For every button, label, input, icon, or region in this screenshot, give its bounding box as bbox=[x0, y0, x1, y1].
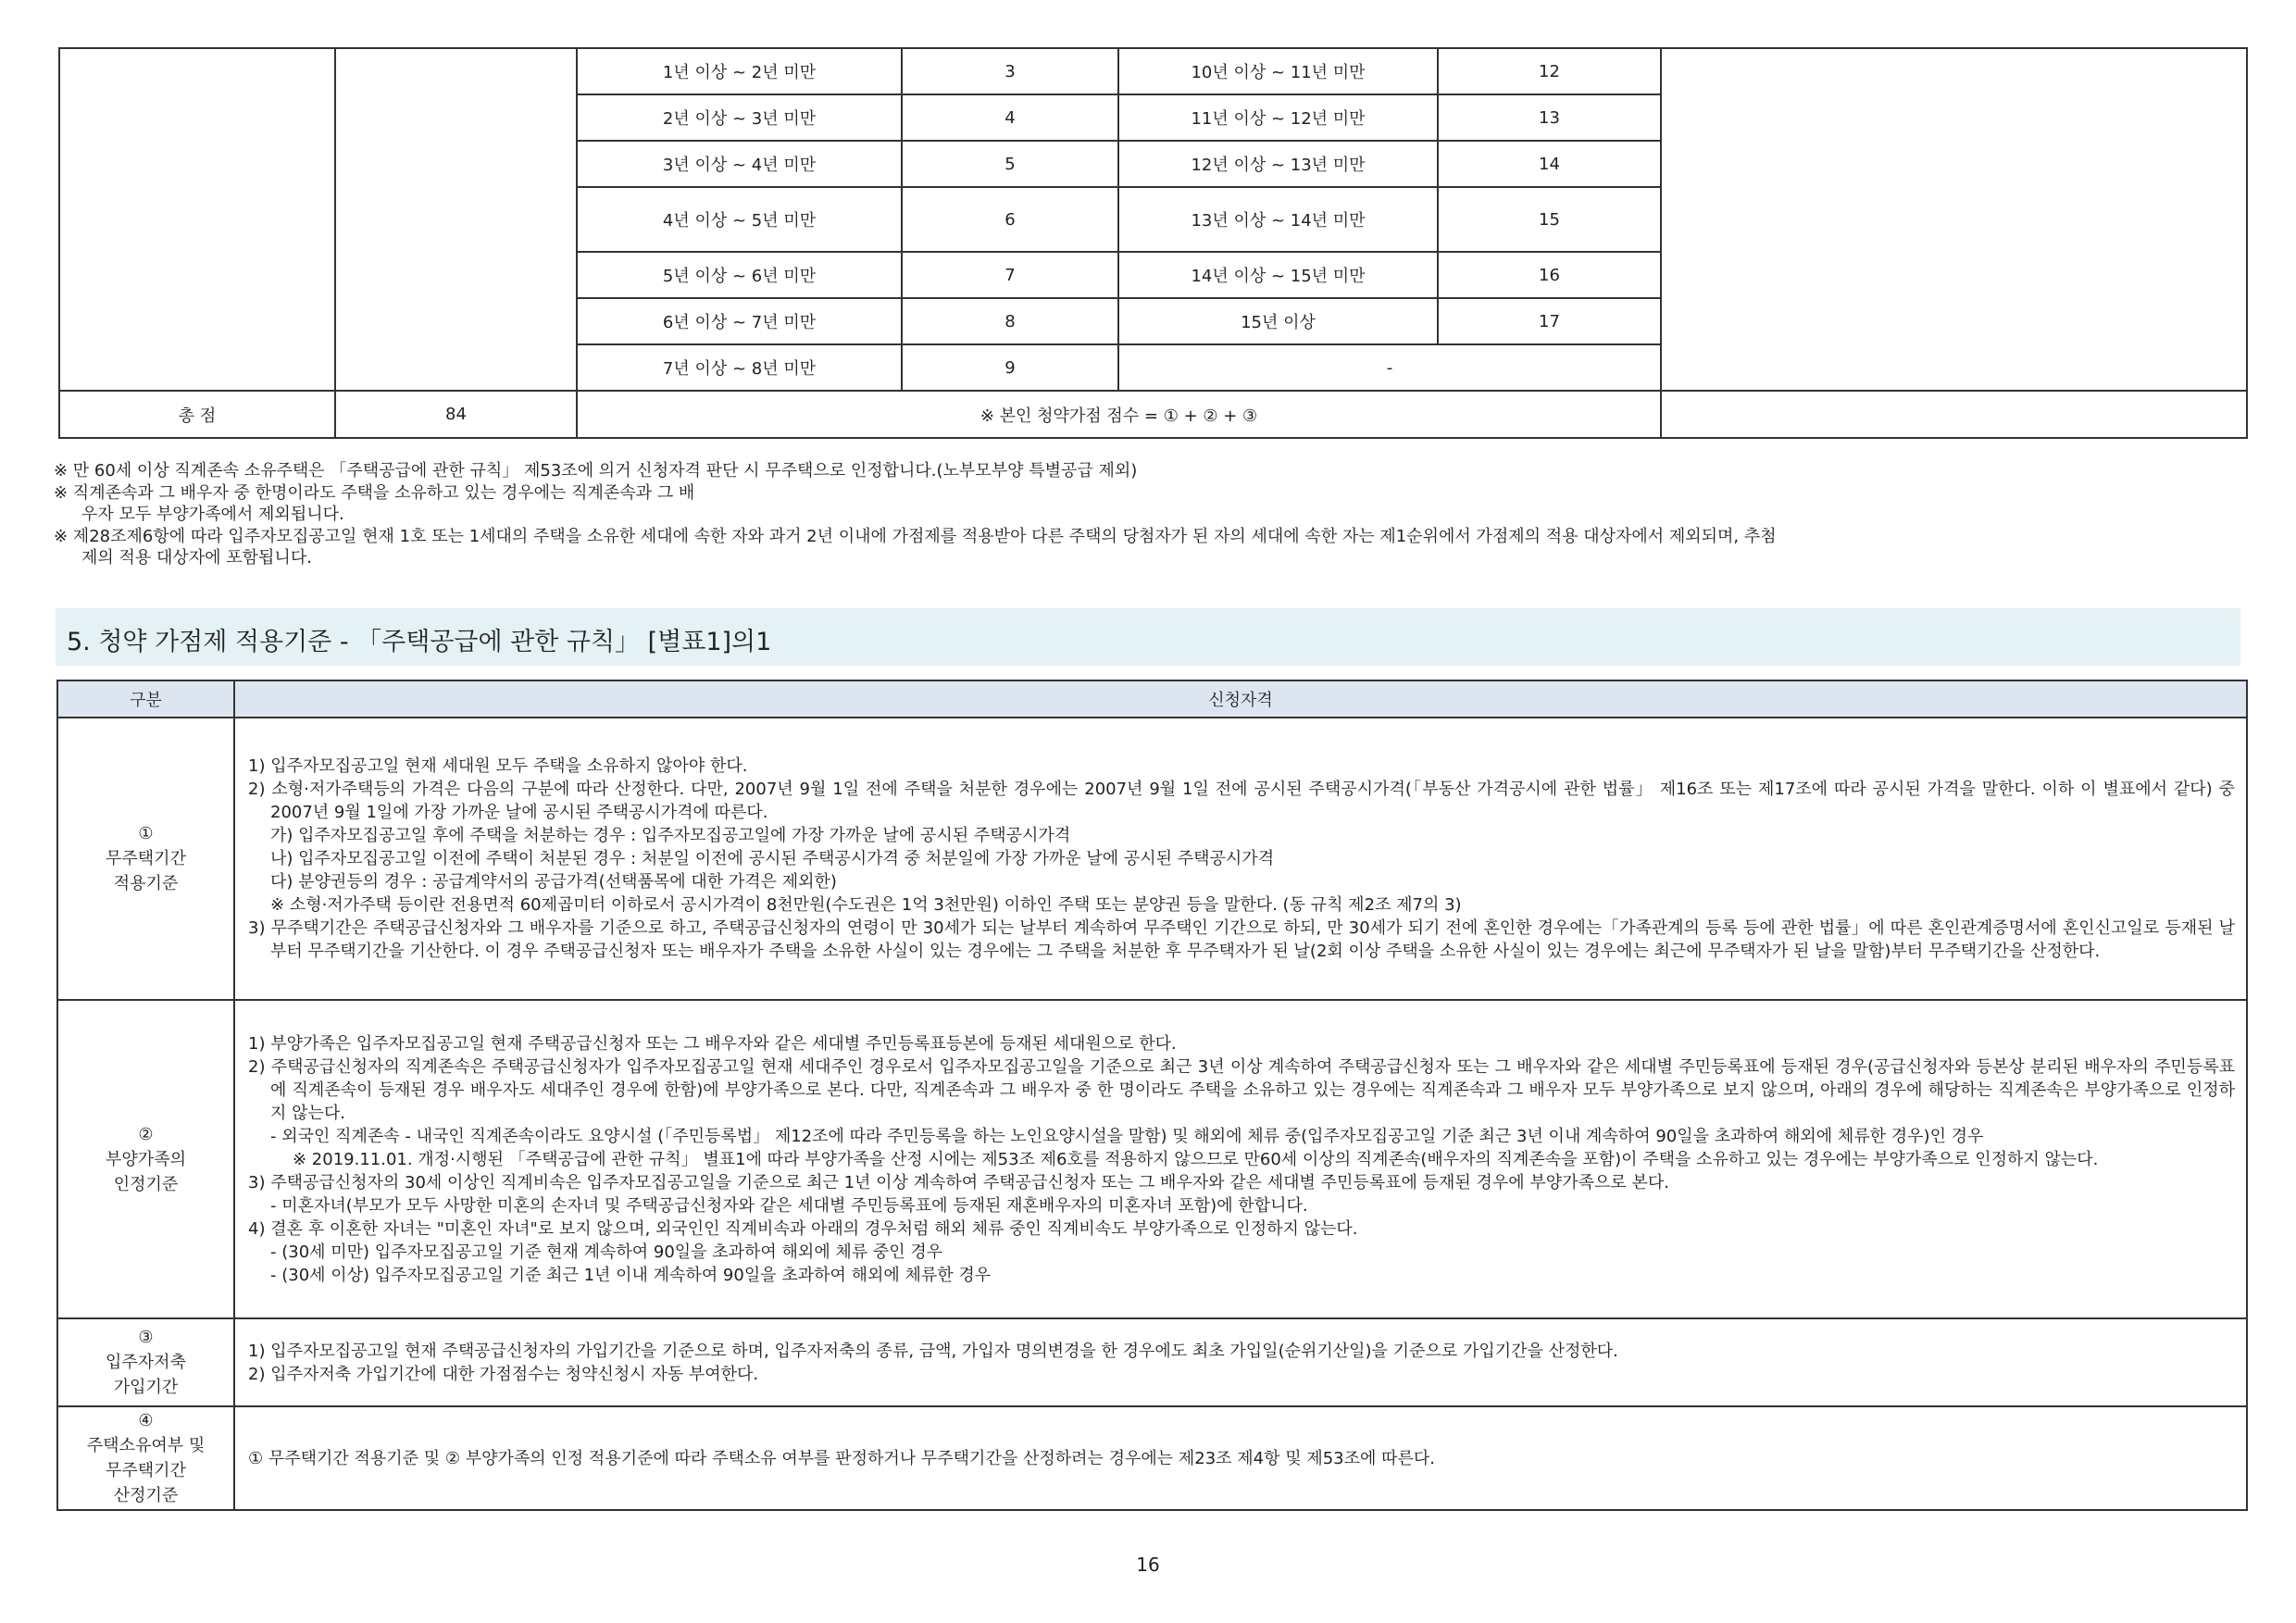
section-title: 5. 청약 가점제 적용기준 - 「주택공급에 관한 규칙」 [별표1]의1 bbox=[67, 628, 772, 656]
note-item: ※ 직계존속과 그 배우자 중 한명이라도 주택을 소유하고 있는 경우에는 직계존속과 그 배 우자 모두 부양가족에서 제외됩니다. bbox=[54, 482, 695, 524]
score-cell: 7 bbox=[902, 252, 1118, 298]
criteria-line: ※ 2019.11.01. 개정·시행된 「주택공급에 관한 규칙」 별표1에 따라 부양가족을 산정 시에는 제53조 제6호를 적용하지 않으므로 만60세 이상의 직계존속(배우자의 직계존속을 포함)이 주택을 소유하고 있는 경우에는 부양가족으로 인정하지 않는다. bbox=[293, 1149, 2099, 1169]
score-cell: 15 bbox=[1438, 187, 1661, 252]
criteria-line: ※ 소형·저가주택 등이란 전용면적 60제곱미터 이하로서 공시가격이 8천만원(수도권은 1억 3천만원) 이하인 주택 또는 분양권 등을 말한다. (동 규칙 제2조 제7의 3) bbox=[270, 895, 1462, 915]
note-item: ※ 제28조제6항에 따라 입주자모집공고일 현재 1호 또는 1세대의 주택을 소유한 세대에 속한 자와 과거 2년 이내에 가점제를 적용받아 다른 주택의 당첨자가 된 자의 세대에 속한 자는 제1순위에서 가점제의 적용 대상자에서 제외되며, 추첨 제의 적용 대상자에 포함됩니다. bbox=[54, 526, 1777, 568]
score-cell: 5 bbox=[902, 141, 1118, 187]
criteria-line: 나) 입주자모집공고일 이전에 주택이 처분된 경우 : 처분일 이전에 공시된 주택공시가격 중 처분일에 가장 가까운 날에 공시된 주택공시가격 bbox=[270, 849, 1275, 868]
criteria-line: - (30세 미만) 입주자모집공고일 기준 현재 계속하여 90일을 초과하여 해외에 체류 중인 경우 bbox=[270, 1242, 943, 1262]
criteria-content bbox=[234, 1318, 2247, 1406]
criteria-line: 1) 입주자모집공고일 현재 주택공급신청자의 가입기간을 기준으로 하며, 입주자저축의 종류, 금액, 가입자 명의변경을 한 경우에도 최초 가입일(순위기산일)을 기준으로 가입기간을 산정한다. bbox=[248, 1341, 1618, 1361]
criteria-content bbox=[234, 718, 2247, 1000]
criteria-content bbox=[234, 1000, 2247, 1318]
criteria-line: 2) 입주자저축 가입기간에 대한 가점점수는 청약신청시 자동 부여한다. bbox=[248, 1364, 759, 1384]
header-row bbox=[57, 680, 2247, 718]
score-cell: 4 bbox=[902, 94, 1118, 141]
notes bbox=[54, 460, 2248, 569]
criteria-line: 3) 주택공급신청자의 30세 이상인 직계비속은 입주자모집공고일을 기준으로 최근 1년 이상 계속하여 주택공급신청자 또는 그 배우자와 같은 세대별 주민등록표에 등재된 경우에 부양가족으로 본다. bbox=[248, 1172, 1669, 1192]
table-row bbox=[59, 48, 2247, 94]
score-cell: 6 bbox=[902, 187, 1118, 252]
criteria-line: 2) 주택공급신청자의 직계존속은 주택공급신청자가 입주자모집공고일 현재 세대주인 경우로서 입주자모집공고일을 기준으로 최근 3년 이상 계속하여 주택공급신청자 또는 그 배우자와 같은 세대별 주민등록표에 등재된 경우(공급신청자와 등본상 분리된 배우자의 주민등록표에 직계존속이 등재된 경우 배우자도 세대주인 경우에 한함)에 부양가족으로 본다. 다만, 직계존속과 그 배우자 중 한 명이라도 주택을 소유하고 있는 경우에는 직계존속과 그 배우자 모두 부양가족으로 보지 않으며, 아래의 경우에 해당하는 직계존속은 부양가족으로 인정하지 않는다. bbox=[248, 1056, 2235, 1123]
period-cell: 6년 이상 ~ 7년 미만 bbox=[577, 298, 902, 344]
score-cell: 8 bbox=[902, 298, 1118, 344]
criteria-line: 1) 입주자모집공고일 현재 세대원 모두 주택을 소유하지 않아야 한다. bbox=[248, 756, 748, 776]
criteria-line: ① 무주택기간 적용기준 및 ② 부양가족의 인정 적용기준에 따라 주택소유 여부를 판정하거나 무주택기간을 산정하려는 경우에는 제23조 제4항 및 제53조에 따른다. bbox=[248, 1448, 1436, 1468]
score-cell: 16 bbox=[1438, 252, 1661, 298]
score-cell: 17 bbox=[1438, 298, 1661, 344]
period-cell: 7년 이상 ~ 8년 미만 bbox=[577, 344, 902, 391]
criteria-line: - (30세 이상) 입주자모집공고일 기준 최근 1년 이내 계속하여 90일을 초과하여 해외에 체류한 경우 bbox=[270, 1265, 992, 1285]
total-row bbox=[59, 391, 2247, 438]
score-cell: 3 bbox=[902, 48, 1118, 94]
blank-cell bbox=[335, 48, 577, 391]
criteria-line: 가) 입주자모집공고일 후에 주택을 처분하는 경우 : 입주자모집공고일에 가장 가까운 날에 공시된 주택공시가격 bbox=[270, 826, 1071, 845]
period-cell: 15년 이상 bbox=[1118, 298, 1438, 344]
criteria-label: ② 부양가족의 인정기준 bbox=[57, 1000, 234, 1318]
period-cell: 12년 이상 ~ 13년 미만 bbox=[1118, 141, 1438, 187]
criteria-row-homeless-period bbox=[57, 718, 2247, 1000]
criteria-line: 1) 부양가족은 입주자모집공고일 현재 주택공급신청자 또는 그 배우자와 같은 세대별 주민등록표등본에 등재된 세대원으로 한다. bbox=[248, 1033, 1177, 1054]
period-cell: 13년 이상 ~ 14년 미만 bbox=[1118, 187, 1438, 252]
criteria-content bbox=[234, 1406, 2247, 1510]
criteria-line: - 미혼자녀(부모가 모두 사망한 미혼의 손자녀 및 주택공급신청자와 같은 세대별 주민등록표에 등재된 재혼배우자의 미혼자녀 포함)에 한합니다. bbox=[270, 1195, 1308, 1216]
empty-dash-cell: - bbox=[1118, 344, 1661, 391]
note-item: ※ 만 60세 이상 직계존속 소유주택은 「주택공급에 관한 규칙」 제53조에 의거 신청자격 판단 시 무주택으로 인정합니다.(노부모부양 특별공급 제외) bbox=[54, 461, 1138, 481]
score-cell: 12 bbox=[1438, 48, 1661, 94]
criteria-label: ④ 주택소유여부 및 무주택기간 산정기준 bbox=[57, 1406, 234, 1510]
criteria-row-dependents bbox=[57, 1000, 2247, 1318]
criteria-line: 4) 결혼 후 이혼한 자녀는 "미혼인 자녀"로 보지 않으며, 외국인인 직계비속과 아래의 경우처럼 해외 체류 중인 직계비속도 부양가족으로 인정하지 않는다. bbox=[248, 1218, 1358, 1239]
period-cell: 10년 이상 ~ 11년 미만 bbox=[1118, 48, 1438, 94]
criteria-line: 2) 소형·저가주택등의 가격은 다음의 구분에 따라 산정한다. 다만, 2007년 9월 1일 전에 주택을 처분한 경우에는 2007년 9월 1일 전에 공시된 주택공시가격(「부동산 가격공시에 관한 법률」 제16조 또는 제17조에 따라 공시된 가격을 말한다. 이하 이 별표에서 같다) 중 2007년 9월 1일에 가장 가까운 날에 공시된 주택공시가격에 따른다. bbox=[248, 780, 2235, 822]
blank-cell bbox=[1661, 48, 2247, 391]
page-number: 16 bbox=[1136, 1554, 1160, 1576]
period-cell: 4년 이상 ~ 5년 미만 bbox=[577, 187, 902, 252]
criteria-row-savings-period bbox=[57, 1318, 2247, 1406]
total-formula: ※ 본인 청약가점 점수 = ① + ② + ③ bbox=[577, 391, 1661, 438]
total-value: 84 bbox=[335, 391, 577, 438]
criteria-row-ownership bbox=[57, 1406, 2247, 1510]
score-cell: 9 bbox=[902, 344, 1118, 391]
criteria-line: 다) 분양권등의 경우 : 공급계약서의 공급가격(선택품목에 대한 가격은 제외한) bbox=[270, 872, 837, 892]
section-heading bbox=[56, 608, 2240, 666]
period-cell: 11년 이상 ~ 12년 미만 bbox=[1118, 94, 1438, 141]
total-label: 총 점 bbox=[59, 391, 335, 438]
criteria-table bbox=[56, 680, 2248, 1511]
criteria-line: 3) 무주택기간은 주택공급신청자와 그 배우자를 기준으로 하고, 주택공급신청자의 연령이 만 30세가 되는 날부터 계속하여 무주택인 기간으로 하되, 만 30세가 되기 전에 혼인한 경우에는「가족관계의 등록 등에 관한 법률」에 따른 혼인관계증명서에 혼인신고일로 등재된 날부터 무주택기간을 기산한다. 이 경우 주택공급신청자 또는 배우자가 주택을 소유한 사실이 있는 경우에는 그 주택을 처분한 후 무주택자가 된 날(2회 이상 주택을 소유한 사실이 있는 경우에는 최근에 무주택자가 된 날을 말함)부터 무주택기간을 산정한다. bbox=[248, 918, 2235, 961]
header-category: 구분 bbox=[57, 680, 234, 718]
criteria-line: - 외국인 직계존속 - 내국인 직계존속이라도 요양시설 (「주민등록법」 제12조에 따라 주민등록을 하는 노인요양시설을 말함) 및 해외에 체류 중(입주자모집공고일 기준 최근 3년 이내 계속하여 90일을 초과하여 해외에 체류한 경우)인 경우 bbox=[270, 1126, 1984, 1146]
period-cell: 14년 이상 ~ 15년 미만 bbox=[1118, 252, 1438, 298]
criteria-label: ③ 입주자저축 가입기간 bbox=[57, 1318, 234, 1406]
score-cell: 14 bbox=[1438, 141, 1661, 187]
blank-cell bbox=[59, 48, 335, 391]
score-table bbox=[58, 47, 2248, 439]
blank-cell bbox=[1661, 391, 2247, 438]
criteria-label: ① 무주택기간 적용기준 bbox=[57, 718, 234, 1000]
period-cell: 5년 이상 ~ 6년 미만 bbox=[577, 252, 902, 298]
period-cell: 1년 이상 ~ 2년 미만 bbox=[577, 48, 902, 94]
period-cell: 2년 이상 ~ 3년 미만 bbox=[577, 94, 902, 141]
score-cell: 13 bbox=[1438, 94, 1661, 141]
period-cell: 3년 이상 ~ 4년 미만 bbox=[577, 141, 902, 187]
header-qualification: 신청자격 bbox=[234, 680, 2247, 718]
